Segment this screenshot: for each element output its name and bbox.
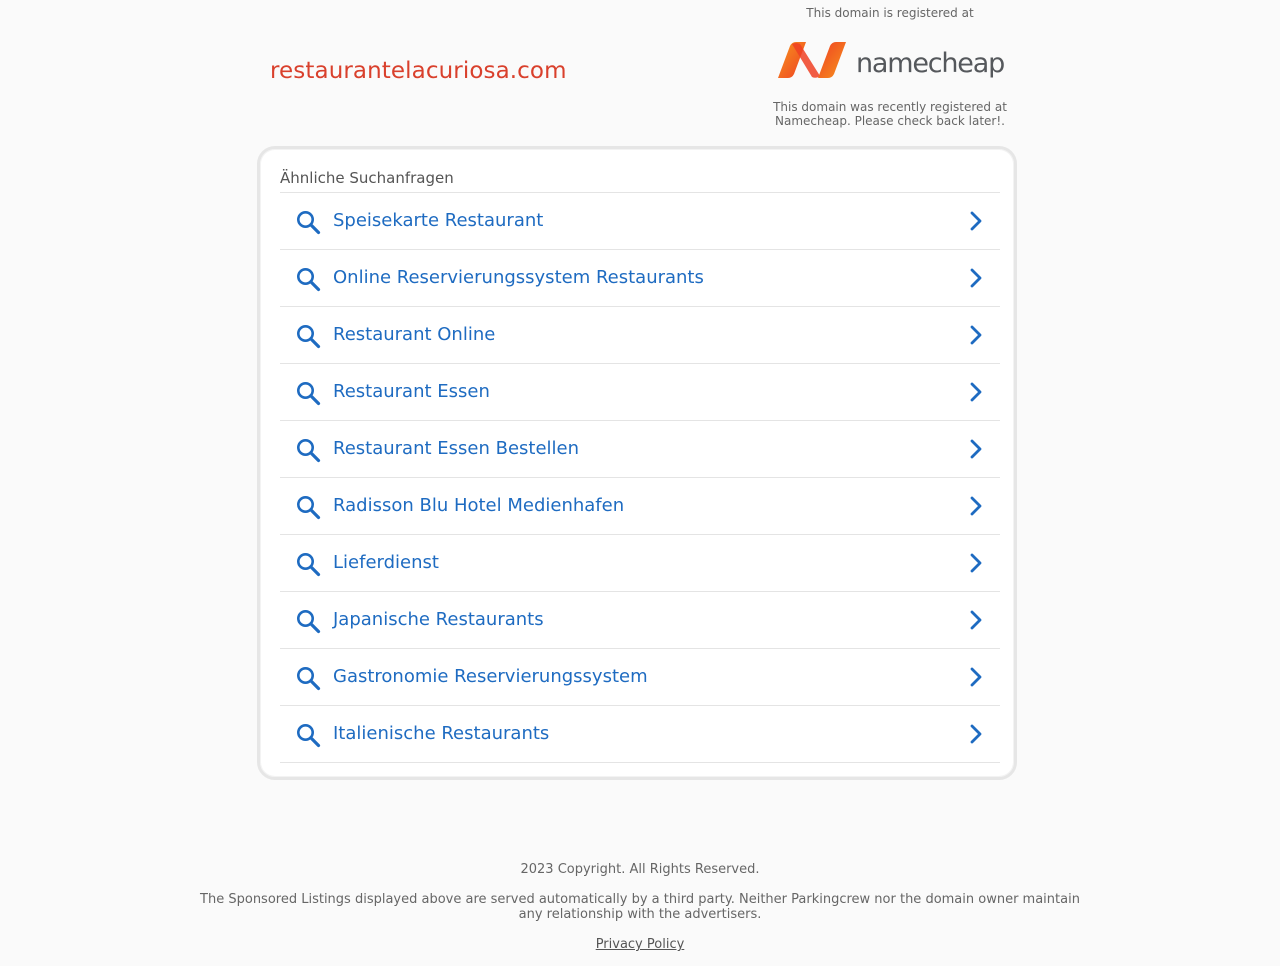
search-icon	[295, 323, 321, 349]
registrar-box	[760, 0, 1020, 128]
domain-title: restaurantelacuriosa.com	[270, 58, 567, 84]
chevron-right-icon	[968, 609, 984, 631]
related-search-label: Restaurant Essen Bestellen	[333, 438, 580, 459]
footer	[0, 862, 1280, 952]
related-search-label: Gastronomie Reservierungssystem	[333, 666, 648, 687]
namecheap-mark-icon	[776, 40, 848, 80]
related-search-item[interactable]	[280, 592, 1000, 649]
search-icon	[295, 722, 321, 748]
related-searches-title: Ähnliche Suchanfragen	[280, 169, 454, 187]
related-search-item[interactable]	[280, 421, 1000, 478]
related-searches-list	[280, 192, 1000, 763]
related-search-label: Speisekarte Restaurant	[333, 210, 544, 231]
privacy-policy-link[interactable]: Privacy Policy	[595, 937, 685, 952]
chevron-right-icon	[968, 552, 984, 574]
related-search-label: Radisson Blu Hotel Medienhafen	[333, 495, 625, 516]
chevron-right-icon	[968, 723, 984, 745]
search-icon	[295, 551, 321, 577]
related-search-label: Japanische Restaurants	[333, 609, 544, 630]
related-search-item[interactable]	[280, 193, 1000, 250]
related-search-item[interactable]	[280, 535, 1000, 592]
copyright-text: 2023 Copyright. All Rights Reserved.	[520, 862, 760, 877]
search-icon	[295, 665, 321, 691]
chevron-right-icon	[968, 381, 984, 403]
search-icon	[295, 209, 321, 235]
disclaimer-text: The Sponsored Listings displayed above are served automatically by a third party. Neither Parkingcrew nor the domain owner maintain any relationship with the advertisers.	[200, 892, 1080, 922]
chevron-right-icon	[968, 495, 984, 517]
related-search-label: Italienische Restaurants	[333, 723, 550, 744]
namecheap-logo[interactable]	[760, 32, 1020, 88]
chevron-right-icon	[968, 267, 984, 289]
related-search-item[interactable]	[280, 706, 1000, 763]
related-search-label: Online Reservierungssystem Restaurants	[333, 267, 704, 288]
related-search-item[interactable]	[280, 649, 1000, 706]
related-searches-card	[257, 146, 1017, 780]
chevron-right-icon	[968, 324, 984, 346]
related-search-label: Restaurant Essen	[333, 381, 490, 402]
search-icon	[295, 437, 321, 463]
registrar-wordmark: namecheap	[855, 47, 1005, 79]
related-search-label: Restaurant Online	[333, 324, 496, 345]
search-icon	[295, 494, 321, 520]
registered-at-label: This domain is registered at	[806, 6, 974, 20]
related-search-label: Lieferdienst	[333, 552, 439, 573]
related-search-item[interactable]	[280, 478, 1000, 535]
chevron-right-icon	[968, 666, 984, 688]
search-icon	[295, 266, 321, 292]
chevron-right-icon	[968, 438, 984, 460]
chevron-right-icon	[968, 210, 984, 232]
registrar-note: This domain was recently registered at Namecheap. Please check back later!.	[773, 100, 1007, 128]
related-search-item[interactable]	[280, 364, 1000, 421]
search-icon	[295, 380, 321, 406]
related-search-item[interactable]	[280, 307, 1000, 364]
search-icon	[295, 608, 321, 634]
related-search-item[interactable]	[280, 250, 1000, 307]
